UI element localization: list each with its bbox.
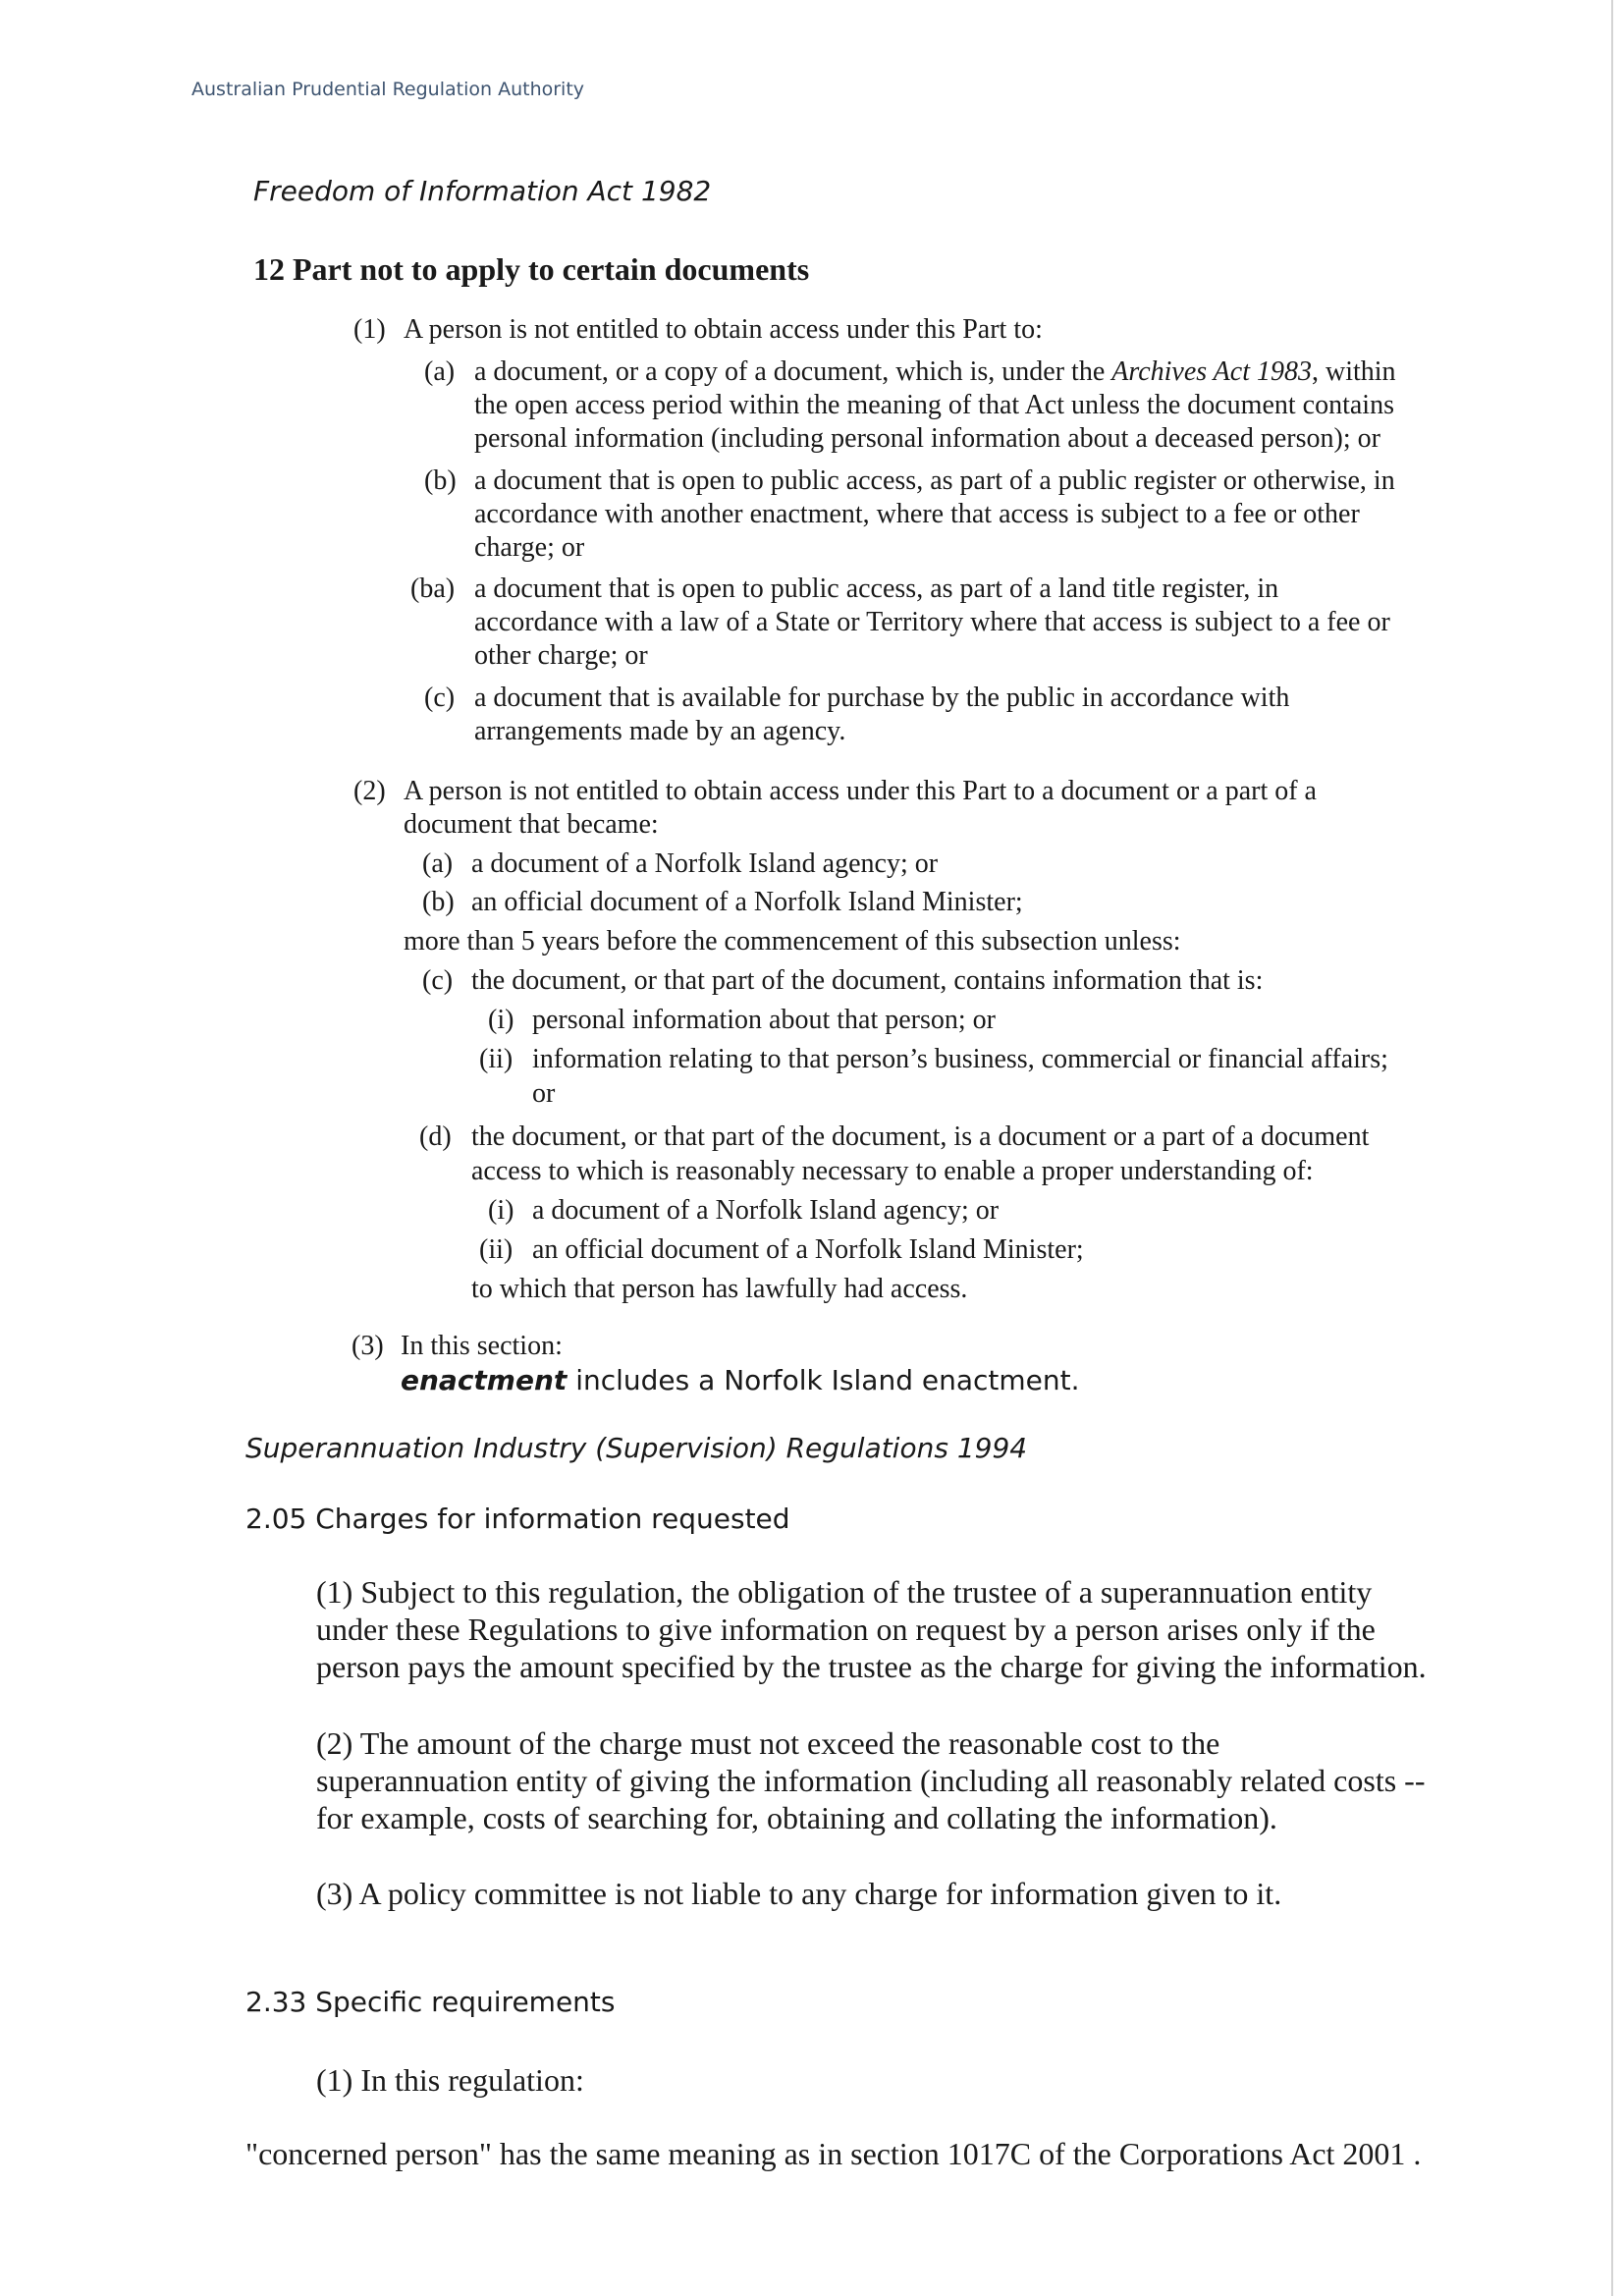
regulation-paragraph-line: person pays the amount specified by the trustee as the charge for giving the information. [316, 1649, 1427, 1684]
subsection-text: A person is not entitled to obtain access under this Part to: [404, 314, 1043, 345]
paragraph-line: a document that is open to public access, as part of a public register or otherwise, in [474, 465, 1395, 496]
paragraph-line: a document that is available for purchase by the public in accordance with [474, 683, 1290, 713]
paragraph-line: a document that is open to public access, as part of a land title register, in [474, 574, 1279, 604]
page-edge-line [1611, 0, 1613, 2296]
paragraph-line: an official document of a Norfolk Island Minister; [471, 887, 1023, 917]
subsection-text: In this section: [401, 1331, 563, 1361]
subparagraph-line: an official document of a Norfolk Island Minister; [532, 1234, 1084, 1265]
regulation-paragraph-line: (3) A policy committee is not liable to any charge for information given to it. [316, 1876, 1282, 1911]
subparagraph-number: (ii) [479, 1234, 514, 1265]
definition-line: "concerned person" has the same meaning as in section 1017C of the Corporations Act 2001 . [245, 2136, 1422, 2171]
subparagraph-line: a document of a Norfolk Island agency; or [532, 1195, 1000, 1226]
paragraph-line: the document, or that part of the document, is a document or a part of a document [471, 1121, 1370, 1152]
paragraph-line: a document, or a copy of a document, which is, under the Archives Act 1983, within [474, 356, 1396, 387]
paragraph-number: (ba) [410, 574, 456, 604]
paragraph-line: the open access period within the meaning of that Act unless the document contains [474, 390, 1394, 420]
subparagraph-line: or [532, 1078, 556, 1109]
regulation-paragraph-line: (1) Subject to this regulation, the obligation of the trustee of a superannuation entity [316, 1574, 1373, 1610]
regulation-paragraph-line: for example, costs of searching for, obtaining and collating the information). [316, 1800, 1277, 1835]
defined-term: enactment [401, 1364, 568, 1396]
paragraph-number: (a) [424, 356, 456, 387]
paragraph-number: (a) [422, 848, 454, 879]
paragraph-number: (b) [424, 465, 457, 496]
regulation-paragraph-line: (1) In this regulation: [316, 2062, 584, 2098]
paragraph-line: to which that person has lawfully had access. [471, 1274, 968, 1304]
act-title: Freedom of Information Act 1982 [253, 175, 712, 207]
paragraph-number: (b) [422, 887, 455, 917]
subsection-number: (2) [353, 776, 386, 806]
definition-line: enactment includes a Norfolk Island enactment. [401, 1364, 1080, 1396]
paragraph-line: a document of a Norfolk Island agency; or [471, 848, 939, 879]
paragraph-number: (c) [424, 683, 456, 713]
archives-act-citation: Archives Act 1983 [1111, 356, 1312, 387]
subsection-number: (3) [352, 1331, 384, 1361]
subsection-text: more than 5 years before the commencement of this subsection unless: [404, 926, 1181, 957]
paragraph-number: (d) [419, 1121, 452, 1152]
subparagraph-number: (i) [488, 1005, 514, 1035]
regulation-paragraph-line: (2) The amount of the charge must not exceed the reasonable cost to the [316, 1725, 1220, 1761]
section-heading: 12 Part not to apply to certain documents [253, 251, 810, 287]
subsection-text: A person is not entitled to obtain access under this Part to a document or a part of a [404, 776, 1317, 806]
subparagraph-number: (i) [488, 1195, 514, 1226]
subparagraph-number: (ii) [479, 1044, 514, 1074]
paragraph-line: personal information (including personal information about a deceased person); or [474, 423, 1380, 454]
paragraph-line: other charge; or [474, 640, 648, 671]
paragraph-line: accordance with a law of a State or Territory where that access is subject to a fee or [474, 607, 1390, 637]
paragraph-number: (c) [422, 965, 454, 996]
paragraph-line: arrangements made by an agency. [474, 716, 846, 746]
paragraph-line: charge; or [474, 532, 585, 563]
subparagraph-line: personal information about that person; or [532, 1005, 996, 1035]
subparagraph-line: information relating to that person’s business, commercial or financial affairs; [532, 1044, 1388, 1074]
regulation-heading: 2.05 Charges for information requested [245, 1503, 790, 1535]
regulation-heading: 2.33 Specific requirements [245, 1986, 616, 2018]
subsection-text: document that became: [404, 809, 659, 840]
regulation-paragraph-line: under these Regulations to give information on request by a person arises only if the [316, 1612, 1376, 1647]
subsection-number: (1) [353, 314, 386, 345]
paragraph-line: accordance with another enactment, where that access is subject to a fee or other [474, 499, 1360, 529]
regulation-paragraph-line: superannuation entity of giving the information (including all reasonably related costs -- [316, 1763, 1426, 1798]
paragraph-line: access to which is reasonably necessary to enable a proper understanding of: [471, 1156, 1314, 1186]
paragraph-line: the document, or that part of the document, contains information that is: [471, 965, 1264, 996]
regulations-title: Superannuation Industry (Supervision) Regulations 1994 [245, 1432, 1028, 1464]
running-header: Australian Prudential Regulation Authority [191, 79, 585, 100]
